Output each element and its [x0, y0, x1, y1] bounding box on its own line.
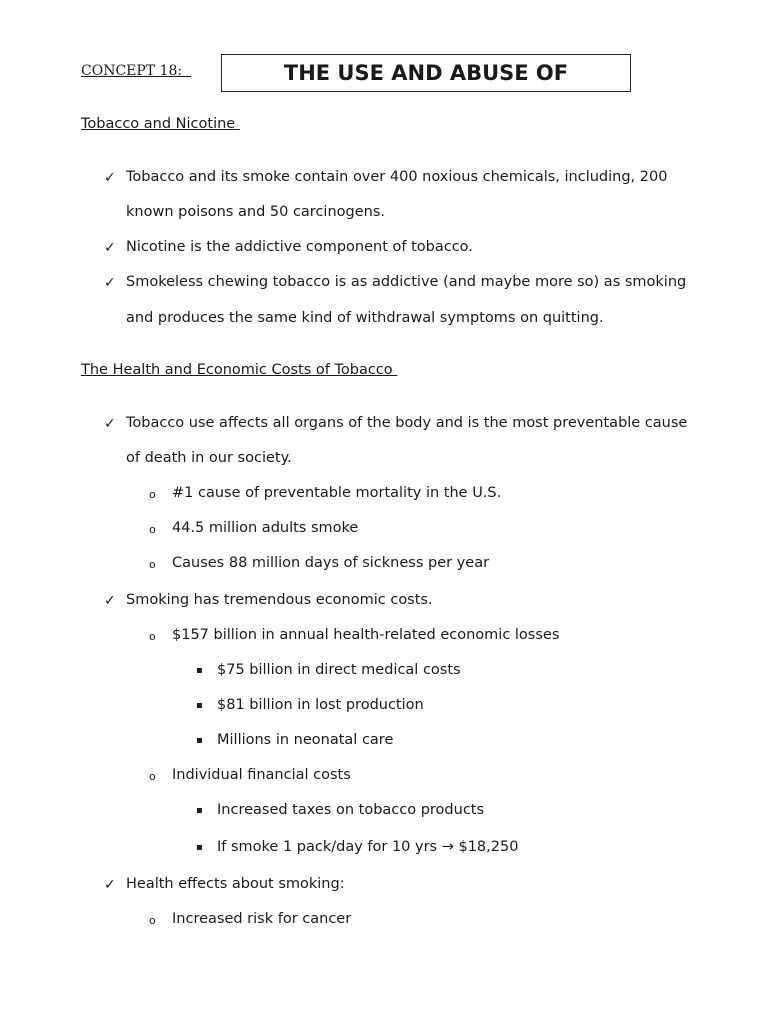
- list-item-text: Smoking has tremendous economic costs.: [126, 592, 433, 608]
- check-bullet-icon: ✓: [104, 275, 116, 291]
- sub-list-item: Individual financial costs: [172, 767, 351, 783]
- circle-bullet-icon: o: [149, 488, 156, 501]
- square-bullet-icon: ▪: [196, 700, 203, 711]
- sub-list-item: #1 cause of preventable mortality in the U.S.: [172, 485, 502, 501]
- circle-bullet-icon: o: [149, 770, 156, 783]
- list-item-text: Tobacco use affects all organs of the body and is the most preventable cause: [126, 415, 688, 431]
- list-item-text: Tobacco and its smoke contain over 400 noxious chemicals, including, 200: [126, 169, 668, 185]
- sub-sub-list-item: $75 billion in direct medical costs: [217, 662, 461, 678]
- check-bullet-icon: ✓: [104, 877, 116, 893]
- sub-list-item: Causes 88 million days of sickness per year: [172, 555, 490, 571]
- concept-label: CONCEPT 18:: [81, 63, 192, 79]
- circle-bullet-icon: o: [149, 523, 156, 536]
- sub-sub-list-item: Increased taxes on tobacco products: [217, 802, 485, 818]
- square-bullet-icon: ▪: [196, 665, 203, 676]
- list-item-text: and produces the same kind of withdrawal symptoms on quitting.: [126, 310, 604, 326]
- document-title: THE USE AND ABUSE OF: [221, 54, 631, 92]
- sub-list-item: $157 billion in annual health-related economic losses: [172, 627, 560, 643]
- sub-sub-list-item: If smoke 1 pack/day for 10 yrs → $18,250: [217, 839, 519, 855]
- square-bullet-icon: ▪: [196, 805, 203, 816]
- sub-sub-list-item: $81 billion in lost production: [217, 697, 424, 713]
- check-bullet-icon: ✓: [104, 240, 116, 256]
- list-item-text: Health effects about smoking:: [126, 876, 345, 892]
- circle-bullet-icon: o: [149, 630, 156, 643]
- square-bullet-icon: ▪: [196, 842, 203, 853]
- list-item-text: Smokeless chewing tobacco is as addictive (and maybe more so) as smoking: [126, 274, 687, 290]
- check-bullet-icon: ✓: [104, 416, 116, 432]
- sub-list-item: 44.5 million adults smoke: [172, 520, 359, 536]
- sub-sub-list-item: Millions in neonatal care: [217, 732, 394, 748]
- list-item-text: known poisons and 50 carcinogens.: [126, 204, 385, 220]
- circle-bullet-icon: o: [149, 558, 156, 571]
- section-heading-tobacco-nicotine: Tobacco and Nicotine: [81, 116, 240, 132]
- circle-bullet-icon: o: [149, 914, 156, 927]
- square-bullet-icon: ▪: [196, 735, 203, 746]
- sub-list-item: Increased risk for cancer: [172, 911, 352, 927]
- check-bullet-icon: ✓: [104, 170, 116, 186]
- list-item-text: of death in our society.: [126, 450, 292, 466]
- list-item-text: Nicotine is the addictive component of tobacco.: [126, 239, 473, 255]
- section-heading-health-economic-costs: The Health and Economic Costs of Tobacco: [81, 362, 398, 378]
- check-bullet-icon: ✓: [104, 593, 116, 609]
